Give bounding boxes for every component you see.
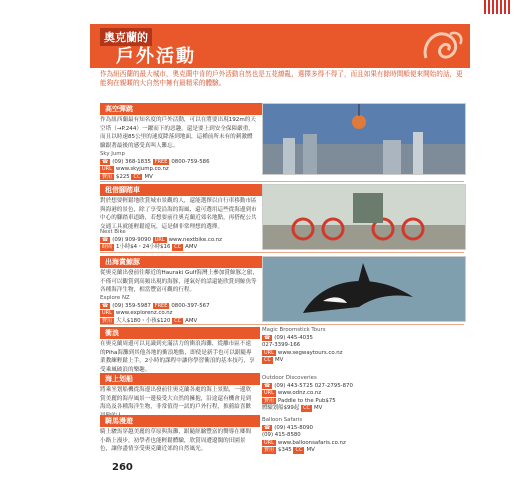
phone-number-2: (09) 415-8580	[262, 432, 301, 439]
cards-value: MV	[306, 447, 315, 454]
section-heading-whale: 出海賞鯨豚	[100, 256, 268, 268]
contact-outdoor-discoveries	[262, 375, 462, 413]
cards-value: MV	[313, 405, 323, 412]
url-tag: URL	[154, 236, 165, 243]
website-link[interactable]: www.nextbike.co.nz	[168, 236, 223, 243]
website-link[interactable]: www.odnz.co.nz	[277, 390, 322, 397]
divider	[100, 324, 464, 325]
phone-number: (09) 443-5725	[274, 382, 313, 389]
fee-tag: 費用	[102, 317, 113, 324]
hours-value: 1小時$4・24小時$16	[116, 244, 171, 251]
phone-number: (09) 445-4035	[274, 334, 313, 341]
phone-number: (09) 359-5987	[112, 302, 151, 309]
website-link[interactable]: www.skyjump.co.nz	[115, 166, 169, 173]
header-subtitle: 奧克蘭的	[100, 28, 152, 46]
section-heading-horse: 騎馬漫遊	[100, 415, 260, 427]
cards-value: MV	[274, 357, 284, 364]
cards-tag: CC	[264, 357, 271, 364]
free-number: 0800-759-586	[171, 158, 210, 165]
url-tag: URL	[264, 390, 274, 397]
section-body-surf: 在奧克蘭周邊可以見識到充滿活力的衝浪海灘，從離市區不遠的Piha海灘到其他各地的衝浪地點，即使是新手也可以跟隨專業教練輕鬆上手，2小時的課程中讓你學習衝浪的基本技巧，享受乘風破浪的樂趣。	[100, 341, 255, 373]
contact-sky-jump	[100, 151, 260, 181]
phone-icon: ☎	[102, 236, 109, 243]
url-tag: URL	[102, 166, 112, 173]
fee-value: $225	[116, 173, 130, 180]
url-tag: URL	[264, 439, 274, 446]
contact-magic-broomstick	[262, 327, 462, 365]
photo-orca	[262, 256, 466, 322]
section-body-whale: 從奧克蘭出發前往鄰近的Hauraki Gulf海灣上參加賞鯨豚之旅，不僅可以觀賞到高頻出現的海豚，運氣好的話還能欣賞到鯨魚等各種海洋生物，相當豐富可觀的行程。	[100, 270, 258, 293]
fee-tag: 費用	[264, 447, 275, 454]
divider	[100, 252, 464, 253]
section-heading-kayak: 海上划船	[100, 373, 260, 385]
free-call-tag: FREE	[154, 158, 168, 165]
section-body-horse: 騎上駿馬穿越美麗的草原與海灘，跟隨經驗豐富的嚮導在鄉間小路上漫步，初學者也能輕鬆體驗，欣賞周遭遼闊的田園景色，讓你盡情享受奧克蘭近郊的自然風光。	[100, 429, 252, 452]
provider-name: Outdoor Discoveries	[262, 375, 317, 381]
phone-number: (09) 415-8090	[274, 424, 313, 431]
website-link[interactable]: www.balloonsafaris.co.nz	[277, 439, 346, 446]
section-heading-bungy: 高空彈跳	[100, 103, 268, 115]
fee-value: 大人$180・小孩$120	[116, 317, 171, 324]
provider-name: Explore NZ	[100, 295, 130, 301]
photo-sky-tower	[262, 103, 466, 175]
section-body-bungy: 作為紐西蘭最有知名度的戶外活動，可以在將要出現192m的天空塔（→P.244）一躍而下的惡趣，還是要上到安全保障嚴重，而且以時速85公里的速度降落到地面，這種前所未有的刺激體驗跟著最後的感受真叫人難忘。	[100, 117, 256, 149]
phone-icon: ☎	[264, 424, 271, 431]
cards-tag: CC	[174, 317, 182, 324]
contact-balloon-safaris	[262, 417, 462, 455]
cards-tag: CC	[133, 173, 141, 180]
phone-icon: ☎	[264, 334, 271, 341]
url-tag: URL	[102, 310, 112, 317]
hours-tag: 時間	[102, 244, 113, 251]
cards-value: AMV	[185, 317, 198, 324]
contact-explore-nz	[100, 295, 260, 325]
phone-number: (09) 909-9090	[112, 236, 151, 243]
cards-tag: CC	[174, 244, 182, 251]
photo-bikes	[262, 184, 466, 250]
section-body-bike: 對於想要輕鬆地欣賞城市景觀的人，還能選擇以自行車移動市區與海港的景色，除了享受沿海的海風、還可選用這些從海邊到市中心的腳踏車道路，若想要前往奧克蘭近郊名地點，再搭配公共交通工具就能輕鬆遊玩，這是個非常理想的選擇。	[100, 198, 257, 230]
maori-swirl-icon	[420, 28, 464, 64]
fee-tag: 費用	[102, 173, 113, 180]
phone-number-2: 027-2795-870	[314, 382, 353, 389]
free-number: 0800-397-567	[171, 302, 210, 309]
page-number: 260	[112, 462, 133, 473]
website-link[interactable]: www.explorenz.co.nz	[115, 310, 173, 317]
fee-tag: 費用	[264, 397, 275, 404]
section-heading-bike: 租借腳踏車	[100, 184, 268, 196]
section-body-kayak: 將乘坐划船機從海邊出發前往奧克蘭各處的海上景點，一邊欣賞美麗的海岸風景一邊接受大自然的擁抱，沿途還有機會見到海鳥及各種海洋生物，非常值得一試的戶外行程，推薦給喜歡	[100, 387, 252, 410]
divider	[100, 181, 464, 182]
provider-name: Sky Jump	[100, 151, 125, 157]
provider-name: Balloon Safaris	[262, 417, 303, 423]
contact-next-bike	[100, 229, 260, 252]
page-edge-marker	[484, 0, 510, 14]
phone-icon: ☎	[102, 158, 109, 165]
url-tag: URL	[264, 349, 274, 356]
phone-number-2: 027-3399-166	[262, 342, 301, 349]
provider-name: Next Bike	[100, 229, 126, 235]
intro-text: 作為紐西蘭的最大城市，奧克蘭中肯的戶外活動自然也是五花繚亂，選擇多得不得了，而且如果有餘時間順便來開始的話，更能夠在親暱的大自然中擁有最精采的體驗。	[100, 70, 463, 87]
website-link[interactable]: www.segwaytours.co.nz	[277, 349, 343, 356]
section-heading-surf: 衝浪	[100, 327, 260, 339]
phone-icon: ☎	[102, 302, 109, 309]
fee-value: $345	[278, 447, 292, 454]
free-call-tag: FREE	[154, 302, 168, 309]
cards-tag: CC	[295, 447, 303, 454]
provider-name: Magic Broomstick Tours	[262, 327, 326, 333]
fee-option-2: 體驗划船$99起	[262, 405, 300, 412]
cards-value: MV	[144, 173, 153, 180]
cards-value: AMV	[185, 244, 198, 251]
page-title: 戶外活動	[116, 46, 196, 67]
phone-icon: ☎	[264, 382, 271, 389]
phone-number: (09) 368-1835	[112, 158, 151, 165]
fee-option-1: Paddle to the Pub$75	[278, 397, 336, 404]
cards-tag: CC	[302, 405, 310, 412]
